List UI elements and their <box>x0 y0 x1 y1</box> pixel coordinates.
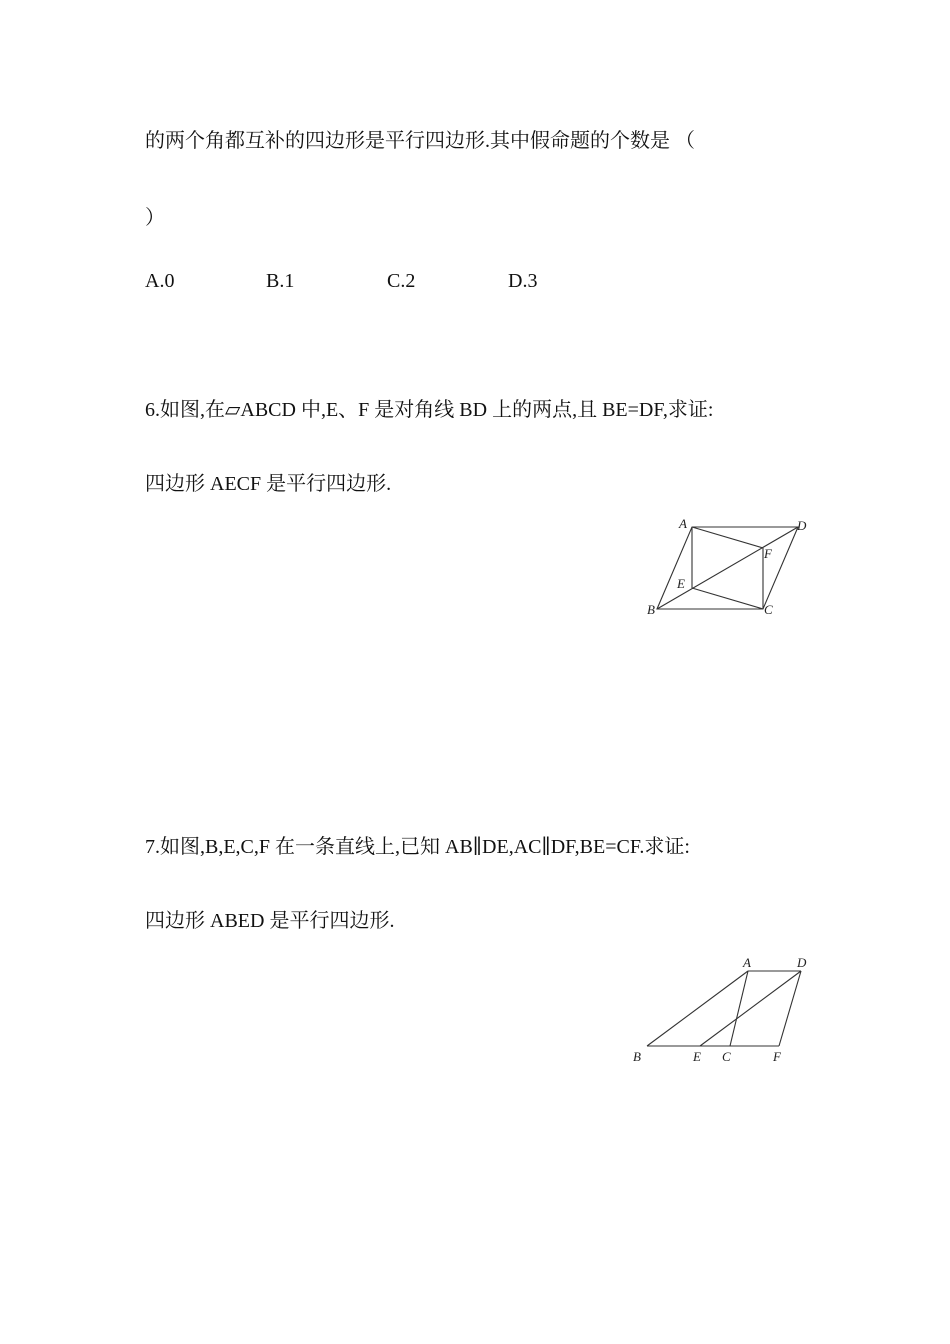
q7-label-b: B <box>633 1049 641 1064</box>
q6-label-d: D <box>797 518 807 533</box>
q6-label-e: E <box>677 576 685 591</box>
q5-text-line2: ） <box>145 207 165 229</box>
q6-label-a: A <box>679 516 687 531</box>
q6-segment-fa <box>692 527 763 548</box>
q7-segment-df <box>779 971 801 1046</box>
q6-diagonal-bd <box>657 527 798 609</box>
q7-label-d: D <box>797 955 807 970</box>
q5-option-a: A.0 <box>145 270 175 292</box>
q7-label-f: F <box>773 1049 781 1064</box>
q7-segment-de <box>700 971 801 1046</box>
q7-label-c: C <box>722 1049 731 1064</box>
q7-figure <box>625 950 825 1070</box>
q5-option-b: B.1 <box>266 270 295 292</box>
q6-segment-ec <box>692 588 763 609</box>
q7-text-line2: 四边形 ABED 是平行四边形. <box>145 910 395 932</box>
q6-label-c: C <box>764 602 773 617</box>
q6-label-b: B <box>647 602 655 617</box>
q7-label-e: E <box>693 1049 701 1064</box>
q5-option-d: D.3 <box>508 270 538 292</box>
q6-parallelogram-figure <box>630 510 820 625</box>
q6-text-line1: 6.如图,在▱ABCD 中,E、F 是对角线 BD 上的两点,且 BE=DF,求证: <box>145 399 714 421</box>
q6-text-line2: 四边形 AECF 是平行四边形. <box>145 473 392 495</box>
q7-text-line1: 7.如图,B,E,C,F 在一条直线上,已知 AB∥DE,AC∥DF,BE=CF.求证: <box>145 836 690 858</box>
q6-label-f: F <box>764 546 772 561</box>
q5-option-c: C.2 <box>387 270 416 292</box>
q5-text-line1: 的两个角都互补的四边形是平行四边形.其中假命题的个数是 （ <box>145 130 695 152</box>
q7-label-a: A <box>743 955 751 970</box>
